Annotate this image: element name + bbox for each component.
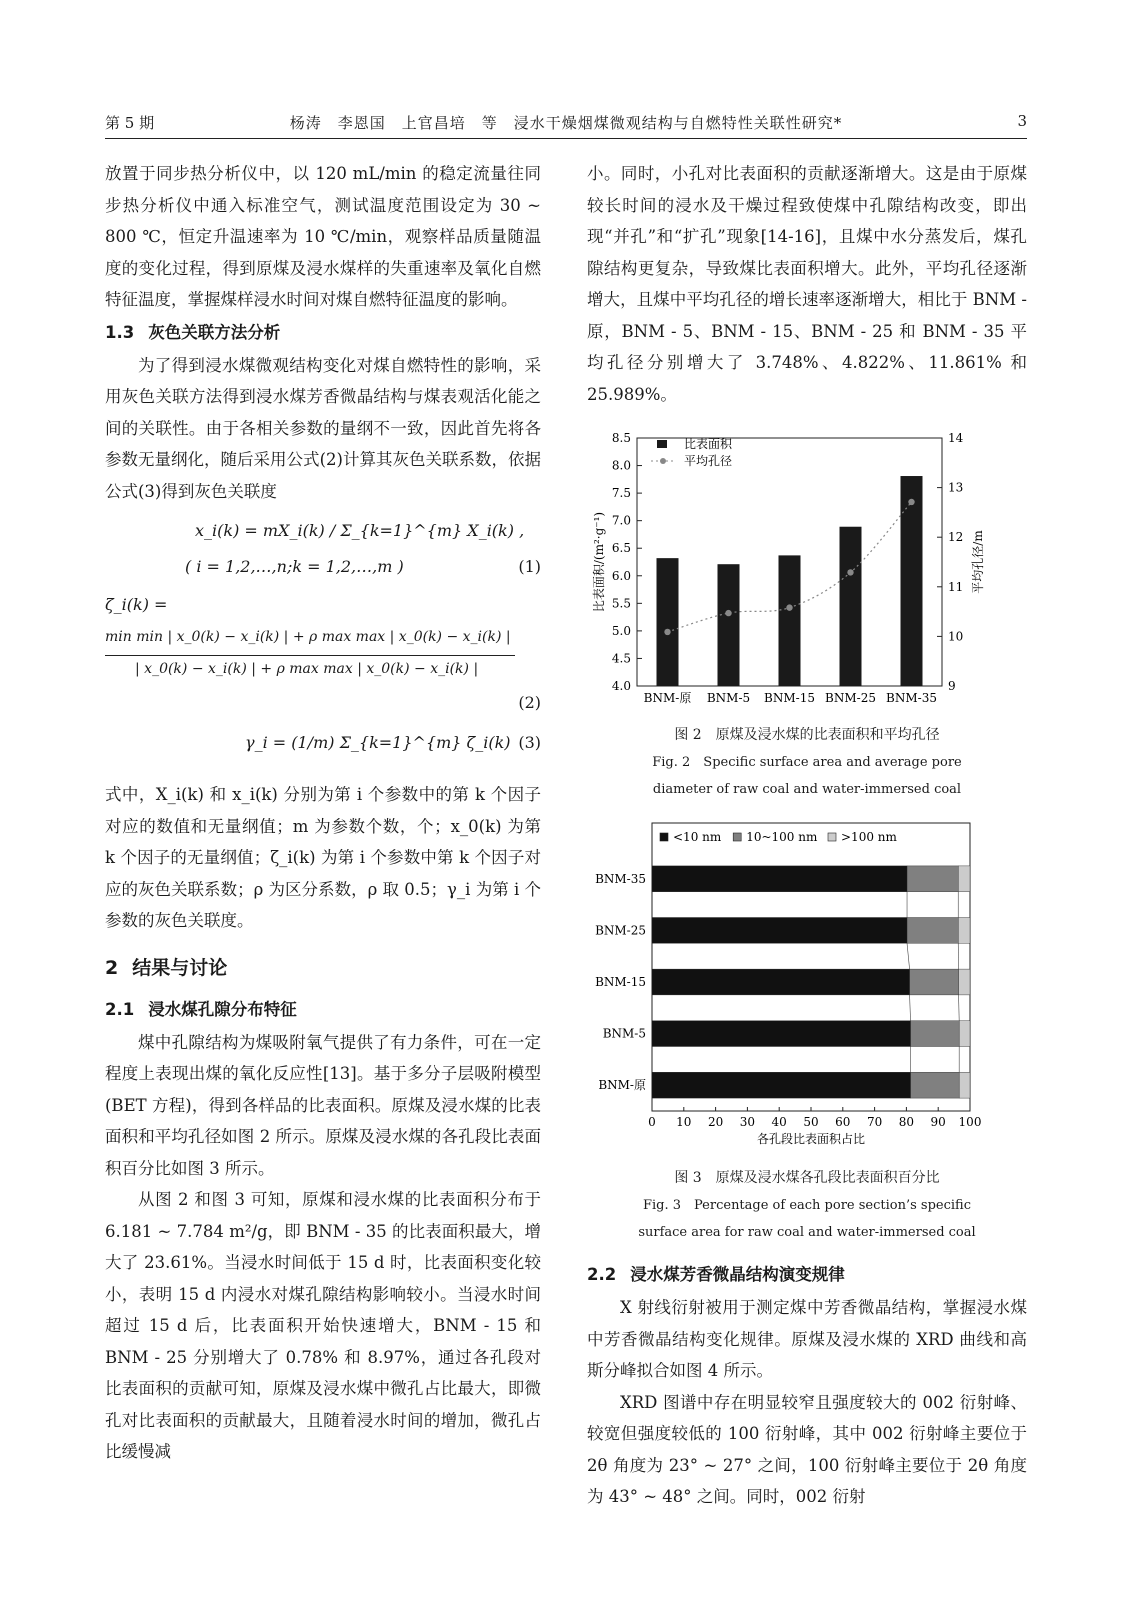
stacked-bar-segment: [959, 1021, 970, 1047]
bar: [657, 558, 679, 686]
y2-tick-label: 11: [948, 579, 964, 594]
legend-label: 平均孔径: [684, 454, 733, 468]
equation-1-number: (1): [518, 557, 541, 576]
x-tick-label: 10: [676, 1115, 692, 1129]
paragraph: 放置于同步热分析仪中，以 120 mL/min 的稳定流量往同步热分析仪中通入标准空气，测试温度范围设定为 30 ~ 800 ℃，恒定升温速率为 10 ℃/min，观察样品质量随温度的变化过程，得到原煤及浸水煤样的失重速率及氧化自燃特征温度，掌握煤样浸水时间对煤自燃特征温度的影响。: [105, 164, 541, 309]
running-header: [105, 112, 1027, 140]
figure-2-caption: [587, 722, 1027, 803]
figure-3-caption-en-1: Fig. 3 Percentage of each pore section’s specific: [642, 1198, 971, 1213]
figure-2-caption-cn: 图 2 原煤及浸水煤的比表面积和平均孔径: [674, 727, 940, 743]
line-point: [908, 499, 914, 505]
paragraph: 煤中孔隙结构为煤吸附氧气提供了有力条件，可在一定程度上表现出煤的氧化反应性[13]。基于多分子层吸附模型(BET 方程)，得到各样品的比表面积。原煤及浸水煤的比表面积和平均孔径如图 2 所示。原煤及浸水煤的各孔段比表面积百分比如图 3 所示。: [105, 1032, 541, 1178]
bar: [901, 476, 923, 686]
equation-2-number: (2): [518, 693, 541, 712]
page-number: 3: [1017, 112, 1027, 130]
y-tick-label: BNM-35: [595, 871, 646, 886]
x-tick-label: 20: [707, 1115, 724, 1129]
x-axis-label: 各孔段比表面积占比: [756, 1132, 866, 1146]
x-tick-label: 40: [771, 1115, 787, 1129]
x-tick-label: 70: [866, 1115, 883, 1129]
connector-line: [907, 943, 910, 969]
stacked-bar-segment: [907, 918, 958, 944]
paragraph: 从图 2 和图 3 可知，原煤和浸水煤的比表面积分布于 6.181 ~ 7.784 m²/g，即 BNM - 35 的比表面积最大，增大了 23.61%。当浸水时间低于 15 d 时，比表面积变化较小，表明 15 d 内浸水对煤孔隙结构影响较小。当浸水时间超过 15 d 后，比表面积开始快速增大，BNM - 15 和 BNM - 25 分别增大了 0.78% 和 8.97%，通过各孔段对比表面积的贡献可知，原煤及浸水煤中微孔占比最大，即微孔对比表面积的贡献最大，且随着浸水时间的增加，微孔占比缓慢减: [105, 1190, 541, 1461]
equation-2-lhs: ζ_i(k) =: [105, 595, 168, 614]
section-heading-1-3: 1.3 灰色关联方法分析: [105, 322, 281, 342]
figure-2-caption-en-2: diameter of raw coal and water-immersed coal: [652, 782, 962, 797]
paragraph: 式中，X_i(k) 和 x_i(k) 分别为第 i 个参数中的第 k 个因子对应的数值和无量纲值；m 为参数个数，个；x_0(k) 为第 k 个因子的无量纲值；ζ_i(k) 为第 i 个参数中第 k 个因子对应的灰色关联系数；ρ 为区分系数，ρ 取 0.5；γ_i 为第 i 个参数的灰色关联度。: [105, 785, 541, 930]
x-tick-label: 90: [930, 1115, 946, 1129]
stacked-bar-segment: [652, 866, 907, 892]
stacked-bar-segment: [959, 969, 970, 995]
figure-3-caption: [587, 1165, 1027, 1246]
y2-axis-label: 平均孔径/m: [971, 530, 985, 594]
line-point: [725, 610, 731, 616]
section-heading-2: 2 结果与讨论: [105, 956, 228, 979]
y-tick-label: BNM-15: [595, 975, 646, 989]
connector-line: [959, 995, 960, 1021]
y-tick-label: 6.5: [611, 541, 631, 556]
line-point: [847, 569, 853, 575]
equation-2-denominator: | x_0(k) − x_i(k) | + ρ max max | x_0(k) − x_i(k) |: [135, 661, 479, 677]
paragraph: XRD 图谱中存在明显较窄且强度较大的 002 衍射峰、较宽但强度较低的 100 衍射峰，其中 002 衍射峰主要位于 2θ 角度为 23° ~ 27° 之间，100 衍射峰主要位于 2θ 角度为 43° ~ 48° 之间。同时，002 衍射: [587, 1392, 1027, 1506]
equation-3: [105, 719, 541, 779]
equation-3-body: γ_i = (1/m) Σ_{k=1}^{m} ζ_i(k): [245, 733, 511, 752]
y-tick-label: 4.5: [611, 651, 631, 666]
legend-swatch: [828, 833, 836, 841]
stacked-bar-segment: [652, 969, 910, 995]
figure-3-caption-en-2: surface area for raw coal and water-immersed coal: [638, 1225, 976, 1240]
legend-label: 10~100 nm: [746, 830, 818, 844]
x-tick-label: BNM-35: [886, 691, 937, 705]
y2-tick-label: 9: [948, 679, 956, 693]
issue-number: 第 5 期: [105, 114, 155, 132]
y-tick-label: 6.0: [611, 568, 631, 583]
y-tick-label: 4.0: [611, 679, 631, 693]
y2-tick-label: 14: [948, 431, 964, 445]
stacked-bar-segment: [958, 918, 970, 944]
section-heading-2-1: 2.1 浸水煤孔隙分布特征: [105, 999, 297, 1019]
stacked-bar-segment: [907, 866, 958, 892]
header-title: [105, 112, 1027, 133]
connector-line: [910, 995, 911, 1021]
legend-label: <10 nm: [673, 830, 722, 844]
x-tick-label: BNM-25: [825, 691, 876, 705]
bar: [840, 527, 862, 686]
x-tick-label: BNM-5: [706, 691, 751, 705]
stacked-bar-segment: [959, 1072, 970, 1098]
paragraph: 为了得到浸水煤微观结构变化对煤自燃特性的影响，采用灰色关联方法得到浸水煤芳香微晶结构与煤表观活化能之间的关联性。由于各相关参数的量纲不一致，因此首先将各参数无量纲化，随后采用公式(2)计算其灰色关联系数，依据公式(3)得到灰色关联度: [105, 355, 541, 501]
stacked-bar-segment: [958, 866, 970, 892]
y2-tick-label: 13: [948, 480, 964, 495]
legend-swatch: [733, 833, 741, 841]
legend-label: >100 nm: [841, 830, 897, 844]
fraction-line: [105, 655, 515, 656]
equation-2: [105, 593, 541, 713]
bar: [718, 564, 740, 686]
x-tick-label: 80: [898, 1115, 915, 1129]
stacked-bar-segment: [652, 1072, 911, 1098]
y-tick-label: BNM-5: [602, 1026, 646, 1041]
x-tick-label: 60: [835, 1115, 851, 1129]
stacked-bar-segment: [911, 1021, 960, 1047]
header-rule: [105, 138, 1027, 139]
y-tick-label: BNM-原: [598, 1078, 646, 1093]
y-tick-label: 8.0: [611, 458, 631, 473]
equation-1-line1: x_i(k) = mX_i(k) / Σ_{k=1}^{m} X_i(k) ,: [195, 521, 525, 540]
equation-2-numerator: min min | x_0(k) − x_i(k) | + ρ max max | x_0(k) − x_i(k) |: [105, 629, 511, 645]
equation-3-number: (3): [518, 733, 541, 752]
y-tick-label: 7.0: [611, 513, 631, 528]
y-tick-label: 8.5: [611, 431, 631, 445]
left-column: [105, 158, 541, 1468]
x-tick-label: 0: [648, 1115, 656, 1129]
figure-3-caption-cn: 图 3 原煤及浸水煤各孔段比表面积百分比: [674, 1170, 940, 1186]
header-paper-title: 浸水干燥烟煤微观结构与自燃特性关联性研究*: [513, 114, 843, 132]
stacked-bar-segment: [652, 1021, 911, 1047]
section-heading-2-2: 2.2 浸水煤芳香微晶结构演变规律: [587, 1265, 845, 1284]
right-column: [587, 158, 1027, 1513]
x-tick-label: BNM-原: [643, 691, 692, 705]
legend-label: 比表面积: [684, 437, 733, 451]
header-authors: 杨涛 李恩国 上官昌培 等: [289, 114, 498, 132]
y-tick-label: 5.0: [611, 623, 631, 638]
stacked-bar-segment: [910, 969, 959, 995]
y2-tick-label: 10: [948, 629, 964, 644]
figure-3-chart: [587, 821, 1027, 1161]
line-point: [664, 629, 670, 635]
stacked-bar-segment: [652, 918, 907, 944]
line-point: [786, 604, 792, 610]
stacked-bar-segment: [911, 1072, 960, 1098]
x-tick-label: 30: [739, 1115, 756, 1129]
x-tick-label: BNM-15: [764, 691, 815, 705]
legend-swatch: [660, 833, 668, 841]
bar: [779, 555, 801, 686]
paragraph: X 射线衍射被用于测定煤中芳香微晶结构，掌握浸水煤中芳香微晶结构变化规律。原煤及浸水煤的 XRD 曲线和高斯分峰拟合如图 4 所示。: [587, 1298, 1027, 1380]
legend-swatch-bar: [657, 440, 667, 448]
figure-2-caption-en-1: Fig. 2 Specific surface area and average pore: [652, 755, 962, 770]
y-axis-label: 比表面积/(m²·g⁻¹): [592, 511, 606, 613]
y2-tick-label: 12: [948, 530, 964, 545]
y-tick-label: 5.5: [611, 596, 631, 611]
x-tick-label: 100: [958, 1115, 982, 1129]
legend-swatch-point: [660, 458, 666, 464]
y-tick-label: BNM-25: [595, 923, 646, 938]
figure-2-chart: [587, 428, 1027, 718]
y-tick-label: 7.5: [611, 486, 631, 501]
x-tick-label: 50: [803, 1115, 819, 1129]
paragraph: 小。同时，小孔对比表面积的贡献逐渐增大。这是由于原煤较长时间的浸水及干燥过程致使煤中孔隙结构改变，即出现“并孔”和“扩孔”现象[14-16]，且煤中水分蒸发后，煤孔隙结构更复杂，导致煤比表面积增大。此外，平均孔径逐渐增大，且煤中平均孔径的增长速率逐渐增大，相比于 BNM - 原，BNM - 5、BNM - 15、BNM - 25 和 BNM - 35 平均孔径分别增大了 3.748%、4.822%、11.861% 和 25.989%。: [587, 164, 1027, 404]
equation-1: [105, 511, 541, 593]
equation-1-line2: ( i = 1,2,…,n;k = 1,2,…,m ): [185, 557, 404, 576]
